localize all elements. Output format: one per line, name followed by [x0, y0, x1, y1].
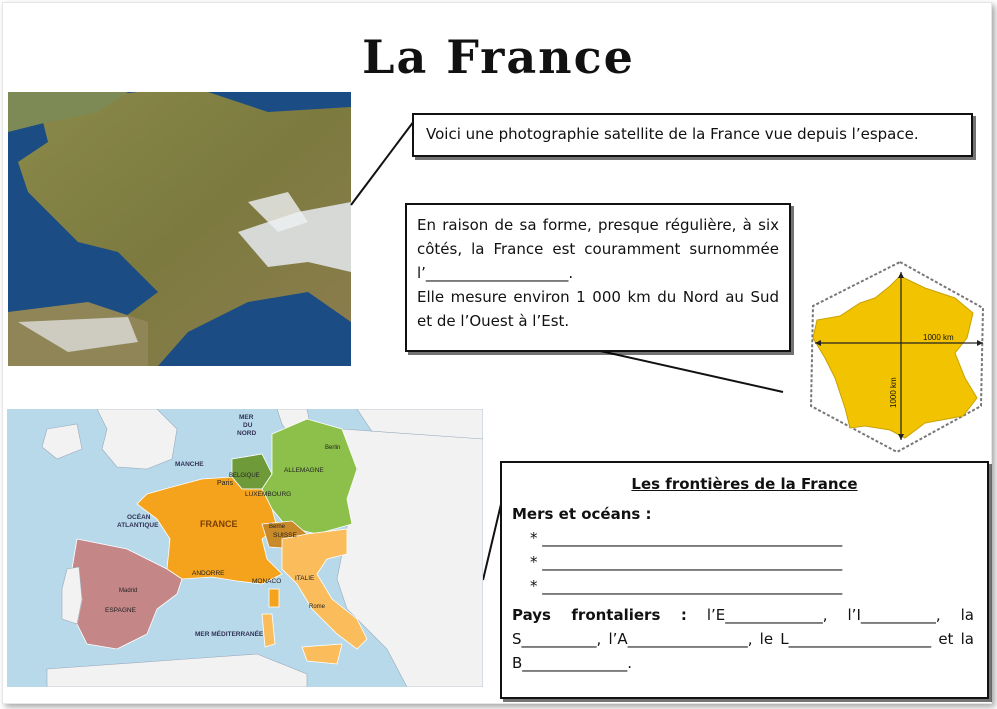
hexagon-figure [805, 258, 988, 455]
map-label-italie: ITALIE [295, 575, 315, 582]
map-label-monaco: MONACO [252, 578, 282, 585]
map-label-paris: Paris [217, 480, 233, 487]
map-label-belgique: BELGIQUE [229, 473, 260, 479]
map-label-berne: Berne [269, 524, 286, 530]
political-map [7, 409, 483, 687]
map-label-allemagne: ALLEMAGNE [284, 467, 324, 474]
pays-label: Pays frontaliers : [512, 606, 687, 624]
map-label-mer-1: MER [239, 414, 254, 421]
map-label-ocean-1: OCÉAN [127, 514, 151, 521]
map-label-espagne: ESPAGNE [105, 607, 136, 614]
map-label-suisse: SUISSE [273, 532, 297, 539]
hex-label-vertical: 1000 km [889, 377, 898, 408]
mers-label: Mers et océans : [512, 505, 652, 523]
pays-paragraph [512, 603, 974, 675]
map-label-luxembourg: LUXEMBOURG [245, 491, 292, 498]
map-label-ocean-2: ATLANTIQUE [117, 522, 159, 529]
hexagon-info-line1: En raison de sa forme, presque régulière, à six côtés, la France est couramment surnommée l’___________________. [417, 216, 779, 282]
satellite-caption-text: Voici une photographie satellite de la France vue depuis l’espace. [426, 125, 919, 143]
map-label-france: FRANCE [200, 519, 238, 529]
hexagon-info-box [405, 203, 791, 352]
blank-line-3[interactable]: * ________________________________________ [530, 577, 843, 595]
pays-text[interactable]: l’E_____________, l’I__________, la S__________, l’A________________, le L___________________ et la B______________. [512, 606, 974, 672]
map-label-madrid: Madrid [119, 588, 138, 594]
hexagon-info-line2: Elle mesure environ 1 000 km du Nord au Sud et de l’Ouest à l’Est. [417, 288, 779, 330]
map-label-berlin: Berlin [325, 445, 341, 451]
map-label-mer-med: MER MÉDITERRANÉE [195, 631, 264, 638]
blank-line-1[interactable]: * ________________________________________ [530, 529, 843, 547]
map-label-andorre: ANDORRE [192, 570, 225, 577]
map-label-manche: MANCHE [175, 461, 204, 468]
page-title: La France [362, 30, 635, 84]
frontieres-title: Les frontières de la France [631, 475, 858, 493]
map-label-mer-2: DU [243, 422, 253, 429]
satellite-caption-box [412, 113, 973, 157]
blank-line-2[interactable]: * ________________________________________ [530, 553, 843, 571]
frontieres-box [500, 461, 989, 699]
map-label-mer-3: NORD [237, 430, 257, 437]
hex-label-horizontal: 1000 km [923, 333, 954, 342]
map-label-rome: Rome [309, 604, 326, 610]
